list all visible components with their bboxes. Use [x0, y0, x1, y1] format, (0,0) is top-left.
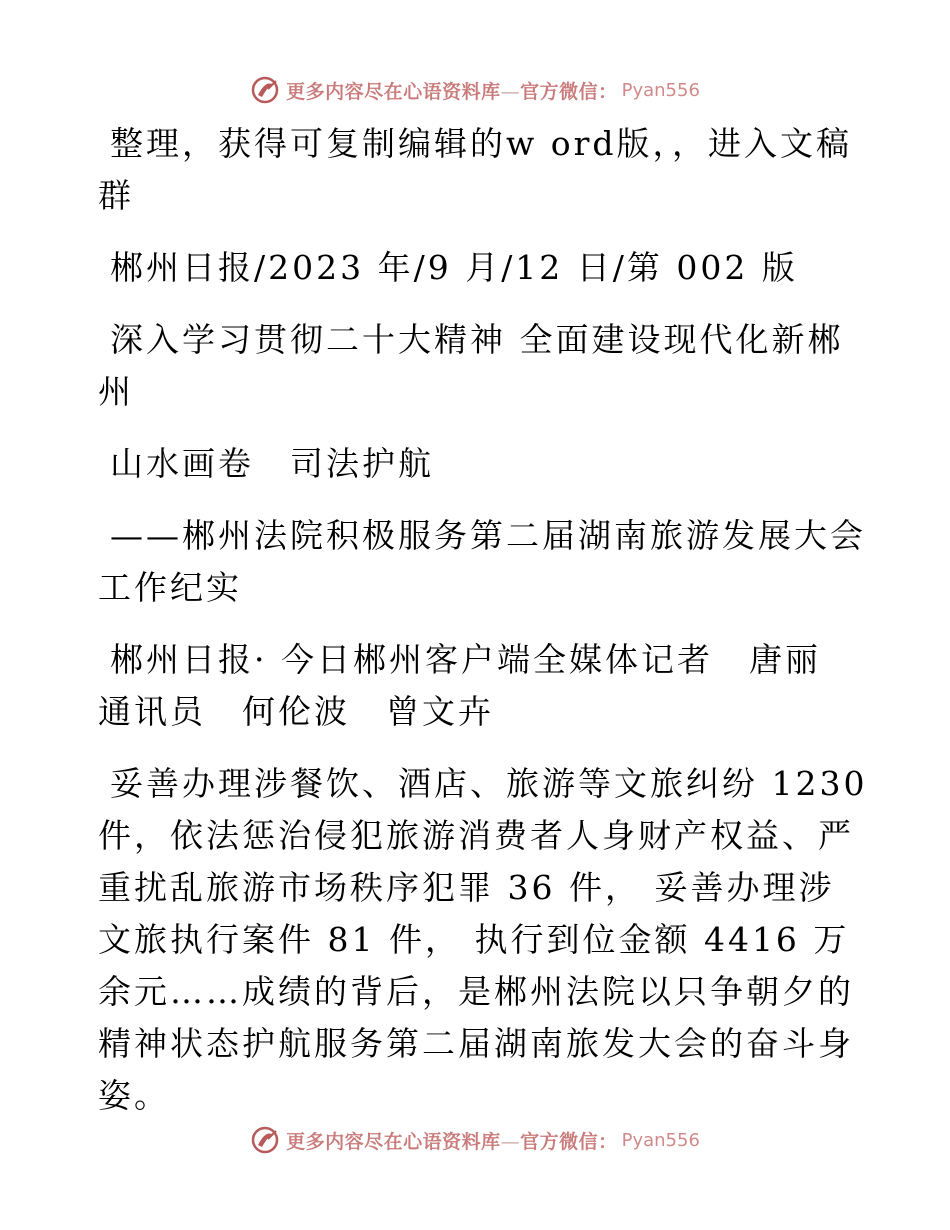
banner-text: [286, 77, 618, 104]
brand-logo-icon: [250, 1125, 280, 1155]
brand-logo-icon: [250, 75, 280, 105]
banner-dash: —: [500, 80, 521, 103]
banner-slogan: 更多内容尽在心语资料库: [286, 1130, 501, 1153]
banner-label: 官方微信：: [520, 80, 618, 103]
document-body: [98, 118, 868, 1142]
byline: 郴州日报· 今日郴州客户端全媒体记者 唐丽 通讯员 何伦波 曾文卉: [98, 640, 857, 731]
banner-slogan: 更多内容尽在心语资料库: [286, 80, 501, 103]
banner-dash: —: [500, 1130, 521, 1153]
banner-label: 官方微信：: [520, 1130, 618, 1153]
intro-note: 整理，获得可复制编辑的w ord版，，进入文稿群: [98, 124, 853, 215]
banner-wechat-id: Pyan556: [621, 79, 700, 101]
body-paragraph: 妥善办理涉餐饮、酒店、旅游等文旅纠纷 1230 件，依法惩治侵犯旅游消费者人身财产权益、严重扰乱旅游市场秩序犯罪 36 件， 妥善办理涉文旅执行案件 81 件， 执行到位金额 4416 万余元……成绩的背后，是郴州法院以只争朝夕的精神状态护航服务第二届湖南旅发大会的奋斗身姿。: [98, 764, 868, 1115]
publication-info: 郴州日报/2023 年/9 月/12 日/第 002 版: [110, 248, 798, 287]
article-subtitle: ——郴州法院积极服务第二届湖南旅游发展大会工作纪实: [98, 516, 866, 607]
footer-watermark-banner: [0, 1120, 950, 1160]
banner-wechat-id: Pyan556: [621, 1129, 700, 1151]
article-title: 山水画卷 司法护航: [110, 444, 434, 483]
banner-text: [286, 1127, 618, 1154]
header-watermark-banner: [0, 70, 950, 110]
column-heading: 深入学习贯彻二十大精神 全面建设现代化新郴州: [98, 320, 844, 411]
